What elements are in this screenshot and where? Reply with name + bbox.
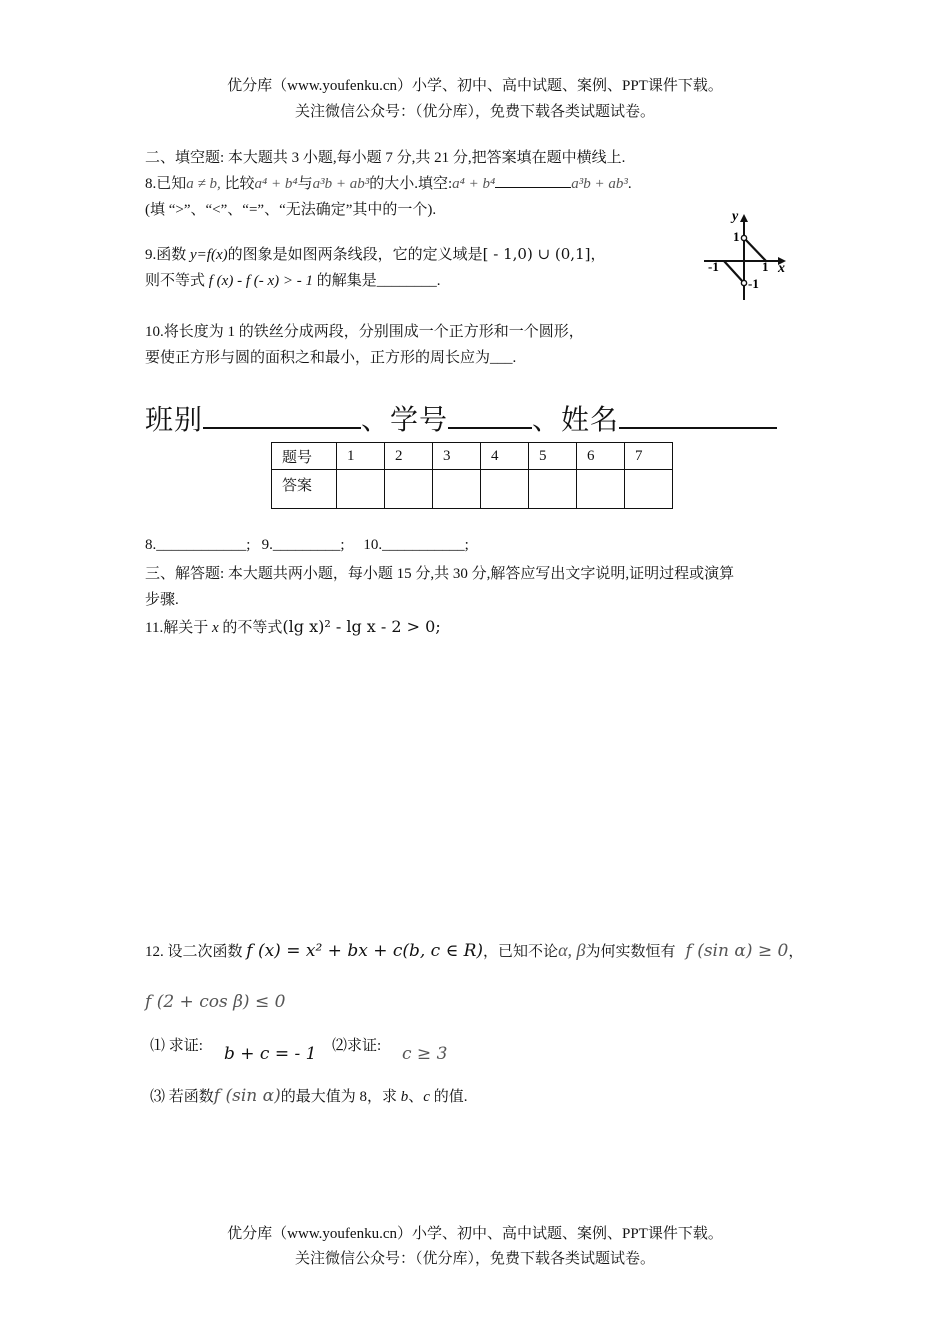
y-axis-arrow [740,214,748,222]
open-point-bottom [741,280,746,285]
q12-line2 [145,992,285,1012]
q11-ineq: (lg x)² - lg x - 2 > 0; [282,617,441,636]
student-id-field[interactable] [448,401,532,429]
id-label: 、学号 [361,405,449,436]
q12-cond1-end: ， [788,944,804,960]
answer-cell-7[interactable] [625,470,673,509]
footer-line-2: 关注微信公众号：（优分库），免费下载各类试题试卷。 [294,1251,655,1267]
open-point-top [741,235,746,240]
section3-line1: 三、解答题: 本大题共两小题，每小题 15 分,共 30 分,解答应写出文字说明,证明过程或演算 [145,566,735,582]
header-line-2: 关注微信公众号：（优分库），免费下载各类试题试卷。 [294,104,655,120]
name-field[interactable] [619,401,777,429]
header-line-1: 优分库（www.youfenku.cn）小学、初中、高中试题、案例、PPT课件下载。 [227,78,723,94]
answer-cell-6[interactable] [577,470,625,509]
answer-table-header: 题号 [272,443,337,470]
graph-tick-neg1-bottom: -1 [748,276,759,291]
answer-table-col-2: 2 [385,443,433,470]
answer-cell-1[interactable] [337,470,385,509]
q12-cond2: f (2 + cos β) ≤ 0 [145,992,286,1012]
q8-line1 [145,172,632,193]
q12-func: f (x) = x² + bx + c(b, c ∈ R) [246,941,484,961]
q8-end: . [627,176,632,192]
q12-part2-label: ⑵求证: [332,1038,382,1054]
q12-prefix: 12. 设二次函数 [145,944,247,960]
q12-part1-expr: b + c = - 1 [224,1044,317,1064]
answer-table-col-4: 4 [481,443,529,470]
q11-prefix: 11.解关于 [145,620,212,636]
q10-line1: 10.将长度为 1 的铁丝分成两段，分别围成一个正方形和一个圆形， [145,324,584,340]
graph-x-label: x [778,261,785,276]
q9-line1 [145,243,605,264]
q12-part3-label: ⑶ 若函数 [150,1089,214,1105]
q12-any: 为何实数恒有 [585,944,676,960]
q8-and: 与 [297,176,313,192]
segment-right [744,238,766,261]
segment-left [724,261,744,283]
graph-tick-1-right: 1 [762,259,769,274]
answer-table-answer-row [272,470,673,509]
q9-line2-prefix: 则不等式 [145,273,209,289]
answer-table [271,442,673,509]
footer-line-1: 优分库（www.youfenku.cn）小学、初中、高中试题、案例、PPT课件下载。 [227,1226,723,1242]
answer-table-col-7: 7 [625,443,673,470]
q12-line1 [145,940,803,961]
answer-cell-5[interactable] [529,470,577,509]
answer-cell-3[interactable] [433,470,481,509]
graph-tick-neg1-left: -1 [708,259,719,274]
q12-part3-sep: 、 [408,1089,424,1105]
q8-expr2: a³b + ab³ [312,176,370,192]
class-field[interactable] [203,401,361,429]
q9-mid: 的图象是如图两条线段，它的定义域是 [227,247,483,263]
q11-var: x [211,620,219,636]
q9-line2 [145,269,441,290]
q12-vars: α, β [558,940,586,960]
q8-fill-left: a⁴ + b⁴ [452,176,496,192]
student-info [145,398,777,438]
section3-line2: 步骤. [145,592,179,608]
q12-part3-text: 的最大值为 8，求 [280,1089,401,1105]
q11-mid: 的不等式 [218,620,283,636]
q12-part3 [150,1085,467,1106]
answer-table-col-1: 1 [337,443,385,470]
q9-prefix: 9.函数 [145,247,191,263]
q12-part2-expr: c ≥ 3 [402,1044,448,1064]
function-graph [700,208,792,304]
q11 [145,616,441,637]
q9-line1-end: ， [590,247,606,263]
q12-part3-b: b [400,1089,409,1105]
q12-comma: ， [483,944,499,960]
q8-cond: a ≠ b, [186,176,221,192]
answer-table-col-3: 3 [433,443,481,470]
answer-row-label: 答案 [272,470,337,509]
graph-tick-1-top: 1 [733,229,740,244]
answer-cell-2[interactable] [385,470,433,509]
q12-part3-end: 的值. [429,1089,468,1105]
q8-prefix: 8.已知 [145,176,187,192]
q10-line2: 要使正方形与圆的面积之和最小，正方形的周长应为___. [145,350,517,366]
section2-title: 二、填空题: 本大题共 3 小题,每小题 7 分,共 21 分,把答案填在题中横线上. [145,150,626,166]
answer-table-header-row [272,443,673,470]
answer-table-col-5: 5 [529,443,577,470]
q8-answer-blank[interactable] [495,173,571,188]
q9-domain: [ - 1,0) ∪ (0,1] [482,245,591,263]
q12-known: 已知不论 [498,944,559,960]
graph-y-label: y [732,209,739,224]
fill-answer-line: 8.____________; 9._________; 10.___________; [145,537,469,553]
q12-part3-expr: f (sin α) [213,1086,281,1106]
q8-size-text: 的大小.填空: [369,176,453,192]
q8-fill-right: a³b + ab³ [571,176,628,192]
q9-line2-end: 的解集是________. [313,273,441,289]
q9-func: y=f(x) [190,247,228,263]
q12-cond1: f (sin α) ≥ 0 [685,941,789,961]
q8-compare: 比较 [220,176,255,192]
answer-table-col-6: 6 [577,443,625,470]
q12-part1-label: ⑴ 求证: [150,1038,203,1054]
q9-ineq: f (x) - f (- x) > - 1 [208,273,314,289]
q8-expr1: a⁴ + b⁴ [254,176,298,192]
class-label: 班别 [145,405,204,436]
q12-part3-c: c [423,1089,430,1105]
q8-hint: (填 “>”、“<”、“=”、“无法确定”其中的一个). [145,202,437,218]
name-label: 、姓名 [532,405,620,436]
answer-cell-4[interactable] [481,470,529,509]
